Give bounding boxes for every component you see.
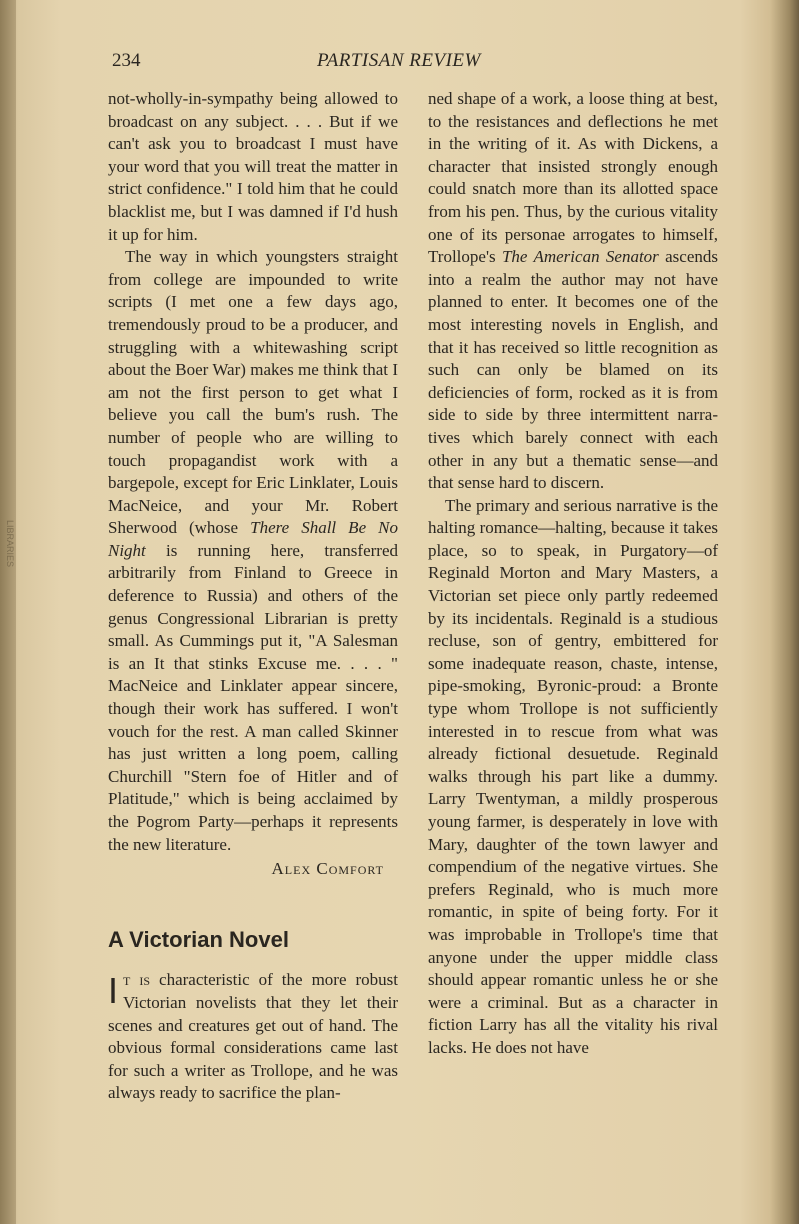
section-title: A Victorian Novel xyxy=(108,926,289,952)
running-title: PARTISAN REVIEW xyxy=(317,50,481,71)
paragraph: The primary and serious narrative is the halting romance—halting, because it takes place, so to speak, in Purgatory—of Reginald Morton and Mary Masters, a Victorian set piece only partly redeemed by its incidentals. Reginald is a studious recluse, son of gentry, embittered for some inadequate reason, chaste, intense, pipe-smoking, Byronic-proud: a Bronte type whom Trollope is not sufficiently interested in to rescue from what was already fictional desuetude. Reginald walks through his part like a dummy. Larry Twentyman, a mildly prosperous young farmer, is desperately in love with Mary, daughter of the town lawyer and compendium of the negative virtues. She prefers Reginald, who is much more romantic, in spite of being forty. For it was improbable in Trollope's time that anyone under the upper middle class should appear romantic unless he or she were a criminal. But as a character in fiction Larry has all the vitality his rival lacks. He does not have xyxy=(428,495,718,1057)
paragraph: not-wholly-in-sympathy being allowed to broadcast on any subject. . . . But if we can't ask you to broadcast I must have your word that you will treat the matter in strict confidence." I told him that he could blacklist me, but I was damned if I'd hush it up for him. xyxy=(108,89,398,244)
author-signature: Alex Comfort xyxy=(271,859,384,879)
paragraph: ned shape of a work, a loose thing at best, to the resistances and deflections he met in the writing of it. As with Dickens, a character that insisted strongly enough could snatch more than its allotted space from his pen. Thus, by the curious vitality one of its personae arrogates to himself, Trollope's The American Senator ascends into a realm the author may not have planned to enter. It becomes one of the most interesting novels in English, and that it has received so little recognition as such can only be blamed on its deficiencies of form, rocked as it is from side to side by three intermittent narratives which barely connect with each other in any but a thematic sense—and that sense hard to discern. xyxy=(428,89,718,493)
work-title: There Shall Be No Night xyxy=(108,518,398,560)
right-column xyxy=(428,88,718,1060)
page-header xyxy=(112,50,724,80)
drop-cap: I xyxy=(108,970,119,1012)
paragraph: The way in which youngsters straight from college are impounded to write scripts (I met one a few days ago, tremendously proud to be a producer, and struggling with a whitewashing script about the Boer War) makes me think that I am not the first person to get what I believe you call the bum's rush. The number of people who are willing to touch propagandist work with a bargepole, except for Eric Linklater, Louis MacNeice, and your Mr. Robert Sherwood (whose There Shall Be No Night is running here, transferred arbitrarily from Finland to Greece in deference to Russia) and others of the genus Congressional Librarian is pretty small. As Cummings put it, "A Salesman is an It that stinks Excuse me. . . . " MacNeice and Linklater appear sincere, though their work has suffered. I won't vouch for the rest. A man called Skinner has just written a long poem, calling Churchill "Stern foe of Hitler and of Platitude," which is being acclaimed by the Pogrom Party—perhaps it represents the new literature. xyxy=(108,247,398,854)
spine-stamp: LIBRARIES xyxy=(5,520,15,568)
page-number: 234 xyxy=(112,50,141,71)
work-title: The American Senator xyxy=(501,247,659,267)
paragraph: It is characteristic of the more robust Victorian novelists that they let their scenes and creatures get out of hand. The obvious formal considerations came last for such a writer as Trollope, and he was always ready to sacrifice the plan- xyxy=(108,970,399,1103)
left-column xyxy=(108,88,398,1105)
